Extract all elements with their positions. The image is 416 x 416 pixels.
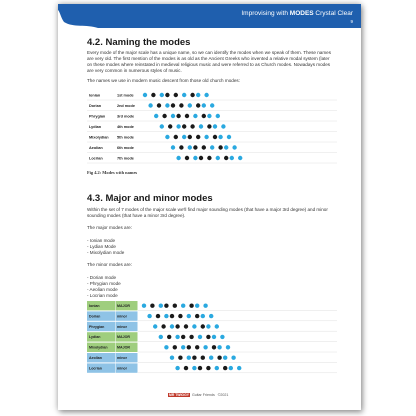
mode-number: 3rd mode: [117, 114, 135, 119]
mode-quality: MAJOR: [117, 304, 130, 308]
mode-number: 5th mode: [117, 135, 134, 140]
major-mode-item: - Mixolydian mode: [87, 250, 125, 255]
scale-note-dot: [237, 366, 241, 370]
scale-note-dot: [204, 135, 208, 139]
scale-note-dot: [181, 304, 185, 308]
mode-quality: minor: [117, 356, 127, 360]
major-mode-item: - Ionian mode: [87, 238, 116, 243]
minor-mode-item: - Aeolian mode: [87, 287, 118, 292]
scale-note-dot: [179, 103, 183, 107]
major-minor-paragraph: Within the set of 7 modes of the major scale we'll find major sounding modes (that have a major 3rd degree) and minor sounding modes (that have a minor 3rd degree).: [87, 207, 328, 218]
scale-note-dot: [151, 93, 155, 97]
scale-note-dot: [159, 304, 163, 308]
scale-note-dot: [181, 335, 185, 339]
scale-note-dot: [198, 335, 202, 339]
scale-note-dot: [170, 356, 174, 360]
minor-mode-item: - Phrygian mode: [87, 281, 121, 286]
mode-name: Mixolydian: [89, 345, 108, 350]
scale-note-dot: [181, 345, 185, 349]
scale-note-dot: [203, 304, 207, 308]
scale-note-dot: [226, 345, 230, 349]
mode-name: Phrygian: [89, 114, 106, 119]
scale-note-dot: [159, 335, 163, 339]
scale-note-dot: [229, 366, 233, 370]
scale-note-dot: [182, 124, 186, 128]
mode-name: Aeolian: [89, 356, 102, 360]
mode-number: 1st mode: [117, 93, 134, 98]
scale-note-dot: [202, 103, 206, 107]
scale-note-dot: [209, 356, 213, 360]
scale-note-dot: [215, 324, 219, 328]
scale-note-dot: [201, 356, 205, 360]
mode-number: 7th mode: [117, 156, 134, 161]
scale-note-dot: [175, 366, 179, 370]
scale-note-dot: [176, 124, 180, 128]
scale-note-dot: [212, 345, 216, 349]
scale-note-dot: [175, 324, 179, 328]
scale-note-dot: [210, 145, 214, 149]
scale-note-dot: [215, 366, 219, 370]
naming-paragraph: Every mode of the major scale has a unique name, so we can identify the modes when we speak of them. These names are very old. The first mention of the modes is as old as the Ancient Greeks who invented a relative modal system (later on these modes where reinstated in medieval religious music and were referred to as Church modes. Nowadays modes are very common in numerous styles of music.: [87, 50, 332, 73]
mode-name: Dorian: [89, 314, 101, 319]
scale-note-dot: [174, 93, 178, 97]
page-number: 9: [350, 19, 353, 24]
major-modes-intro: The major modes are:: [87, 225, 132, 230]
scale-note-dot: [224, 156, 228, 160]
scale-note-dot: [171, 103, 175, 107]
mode-quality: minor: [117, 366, 127, 371]
scale-note-dot: [206, 335, 210, 339]
scale-note-dot: [156, 314, 160, 318]
scale-note-dot: [202, 114, 206, 118]
scale-note-dot: [187, 356, 191, 360]
scale-dots: [165, 135, 231, 139]
scale-dots: [154, 114, 220, 118]
scale-note-dot: [201, 324, 205, 328]
scale-note-dot: [207, 156, 211, 160]
scale-dots: [160, 124, 226, 128]
scale-note-dot: [195, 304, 199, 308]
scale-note-dot: [190, 93, 194, 97]
mode-name: Dorian: [89, 104, 102, 109]
scale-note-dot: [195, 345, 199, 349]
scale-dots: [142, 304, 208, 308]
scale-note-dot: [154, 114, 158, 118]
scale-note-dot: [170, 314, 174, 318]
scale-note-dot: [174, 135, 178, 139]
scale-note-dot: [187, 345, 191, 349]
scale-note-dot: [192, 324, 196, 328]
scale-note-dot: [150, 304, 154, 308]
mode-quality: MAJOR: [117, 335, 130, 340]
mode-name: Ionian: [89, 304, 100, 308]
scale-dots: [147, 314, 213, 318]
scale-note-dot: [182, 135, 186, 139]
mode-quality: MAJOR: [117, 345, 130, 350]
scale-note-dot: [164, 345, 168, 349]
scale-note-dot: [218, 145, 222, 149]
scale-note-dot: [212, 335, 216, 339]
mode-name: Mixolydian: [89, 135, 109, 140]
major-mode-item: - Lydian Mode: [87, 244, 116, 249]
scale-note-dot: [184, 324, 188, 328]
scale-note-dot: [210, 103, 214, 107]
scale-note-dot: [213, 135, 217, 139]
scale-note-dot: [198, 366, 202, 370]
scale-note-dot: [202, 145, 206, 149]
mode-name: Aeolian: [89, 146, 103, 151]
scale-note-dot: [189, 335, 193, 339]
scale-note-dot: [176, 114, 180, 118]
brand-logo: MR TWIGGY: [169, 393, 189, 397]
mode-quality: minor: [117, 324, 127, 329]
document-page: [58, 4, 361, 410]
mode-number: 6th mode: [117, 146, 134, 151]
scale-note-dot: [160, 124, 164, 128]
scale-note-dot: [220, 335, 224, 339]
scale-note-dot: [203, 345, 207, 349]
section-heading-naming: 4.2. Naming the modes: [87, 37, 191, 48]
scale-note-dot: [221, 124, 225, 128]
scale-dots: [170, 356, 236, 360]
mode-name: Locrian: [89, 366, 102, 371]
scale-note-dot: [165, 103, 169, 107]
scale-note-dot: [185, 114, 189, 118]
scale-dots: [143, 93, 209, 97]
scale-dots: [175, 366, 241, 370]
scale-note-dot: [223, 356, 227, 360]
scale-note-dot: [196, 103, 200, 107]
mode-quality: minor: [117, 314, 127, 319]
scale-note-dot: [204, 93, 208, 97]
scale-note-dot: [207, 114, 211, 118]
mode-number: 4th mode: [117, 125, 134, 130]
mode-name: Phrygian: [89, 324, 105, 329]
scale-dots: [171, 145, 237, 149]
scale-note-dot: [207, 124, 211, 128]
mode-name: Ionian: [89, 93, 101, 98]
minor-mode-item: - Locrian mode: [87, 293, 118, 298]
page-footer: MR TWIGGY Guitar Friends ©2021: [169, 393, 229, 397]
scale-note-dot: [199, 156, 203, 160]
scale-dots: [159, 335, 225, 339]
scale-note-dot: [185, 156, 189, 160]
scale-note-dot: [206, 324, 210, 328]
mode-names-table: [87, 91, 337, 167]
scale-note-dot: [199, 124, 203, 128]
scale-note-dot: [171, 114, 175, 118]
scale-note-dot: [218, 135, 222, 139]
figure-caption: Fig 4.2: Modes with names: [87, 170, 138, 175]
minor-modes-intro: The minor modes are:: [87, 262, 132, 267]
scale-note-dot: [196, 135, 200, 139]
scale-note-dot: [173, 345, 177, 349]
scale-note-dot: [238, 156, 242, 160]
scale-note-dot: [227, 135, 231, 139]
mode-name: Locrian: [89, 156, 103, 161]
scale-note-dot: [216, 114, 220, 118]
minor-mode-item: - Dorian mode: [87, 275, 117, 280]
scale-note-dot: [206, 366, 210, 370]
scale-note-dot: [148, 103, 152, 107]
scale-note-dot: [192, 366, 196, 370]
scale-note-dot: [209, 314, 213, 318]
scale-note-dot: [157, 103, 161, 107]
scale-note-dot: [188, 103, 192, 107]
scale-dots: [176, 156, 242, 160]
scale-dots: [153, 324, 219, 328]
scale-note-dot: [178, 356, 182, 360]
scale-note-dot: [176, 156, 180, 160]
scale-note-dot: [193, 145, 197, 149]
scale-dots: [148, 103, 214, 107]
scale-dots: [164, 345, 230, 349]
scale-note-dot: [217, 345, 221, 349]
scale-note-dot: [171, 145, 175, 149]
scale-note-dot: [184, 366, 188, 370]
scale-note-dot: [216, 156, 220, 160]
scale-note-dot: [164, 314, 168, 318]
mode-name: Lydian: [89, 335, 101, 340]
scale-note-dot: [161, 324, 165, 328]
scale-note-dot: [193, 156, 197, 160]
scale-note-dot: [213, 124, 217, 128]
scale-note-dot: [201, 314, 205, 318]
mode-name: Lydian: [89, 125, 102, 130]
scale-note-dot: [192, 356, 196, 360]
scale-note-dot: [232, 145, 236, 149]
scale-note-dot: [224, 145, 228, 149]
scale-note-dot: [189, 304, 193, 308]
scale-note-dot: [153, 324, 157, 328]
scale-note-dot: [231, 356, 235, 360]
scale-note-dot: [182, 93, 186, 97]
scale-note-dot: [175, 335, 179, 339]
scale-note-dot: [179, 145, 183, 149]
scale-note-dot: [188, 135, 192, 139]
naming-paragraph-2: The names we use in modern music descent from those old church modes:: [87, 78, 240, 83]
scale-note-dot: [165, 135, 169, 139]
scale-note-dot: [230, 156, 234, 160]
scale-note-dot: [164, 304, 168, 308]
scale-note-dot: [196, 93, 200, 97]
scale-note-dot: [193, 114, 197, 118]
major-minor-table: [87, 301, 337, 375]
scale-note-dot: [187, 314, 191, 318]
scale-note-dot: [142, 304, 146, 308]
scale-note-dot: [195, 314, 199, 318]
scale-note-dot: [190, 124, 194, 128]
header-title: Improvising with MODES Crystal Clear: [241, 10, 353, 17]
scale-note-dot: [217, 356, 221, 360]
scale-note-dot: [160, 93, 164, 97]
scale-note-dot: [165, 93, 169, 97]
scale-note-dot: [162, 114, 166, 118]
scale-note-dot: [143, 93, 147, 97]
scale-note-dot: [173, 304, 177, 308]
scale-note-dot: [167, 335, 171, 339]
scale-note-dot: [178, 314, 182, 318]
mode-number: 2nd mode: [117, 104, 135, 109]
section-heading-major-minor: 4.3. Major and minor modes: [87, 193, 213, 204]
scale-note-dot: [223, 366, 227, 370]
scale-note-dot: [188, 145, 192, 149]
scale-note-dot: [170, 324, 174, 328]
scale-note-dot: [168, 124, 172, 128]
scale-note-dot: [147, 314, 151, 318]
